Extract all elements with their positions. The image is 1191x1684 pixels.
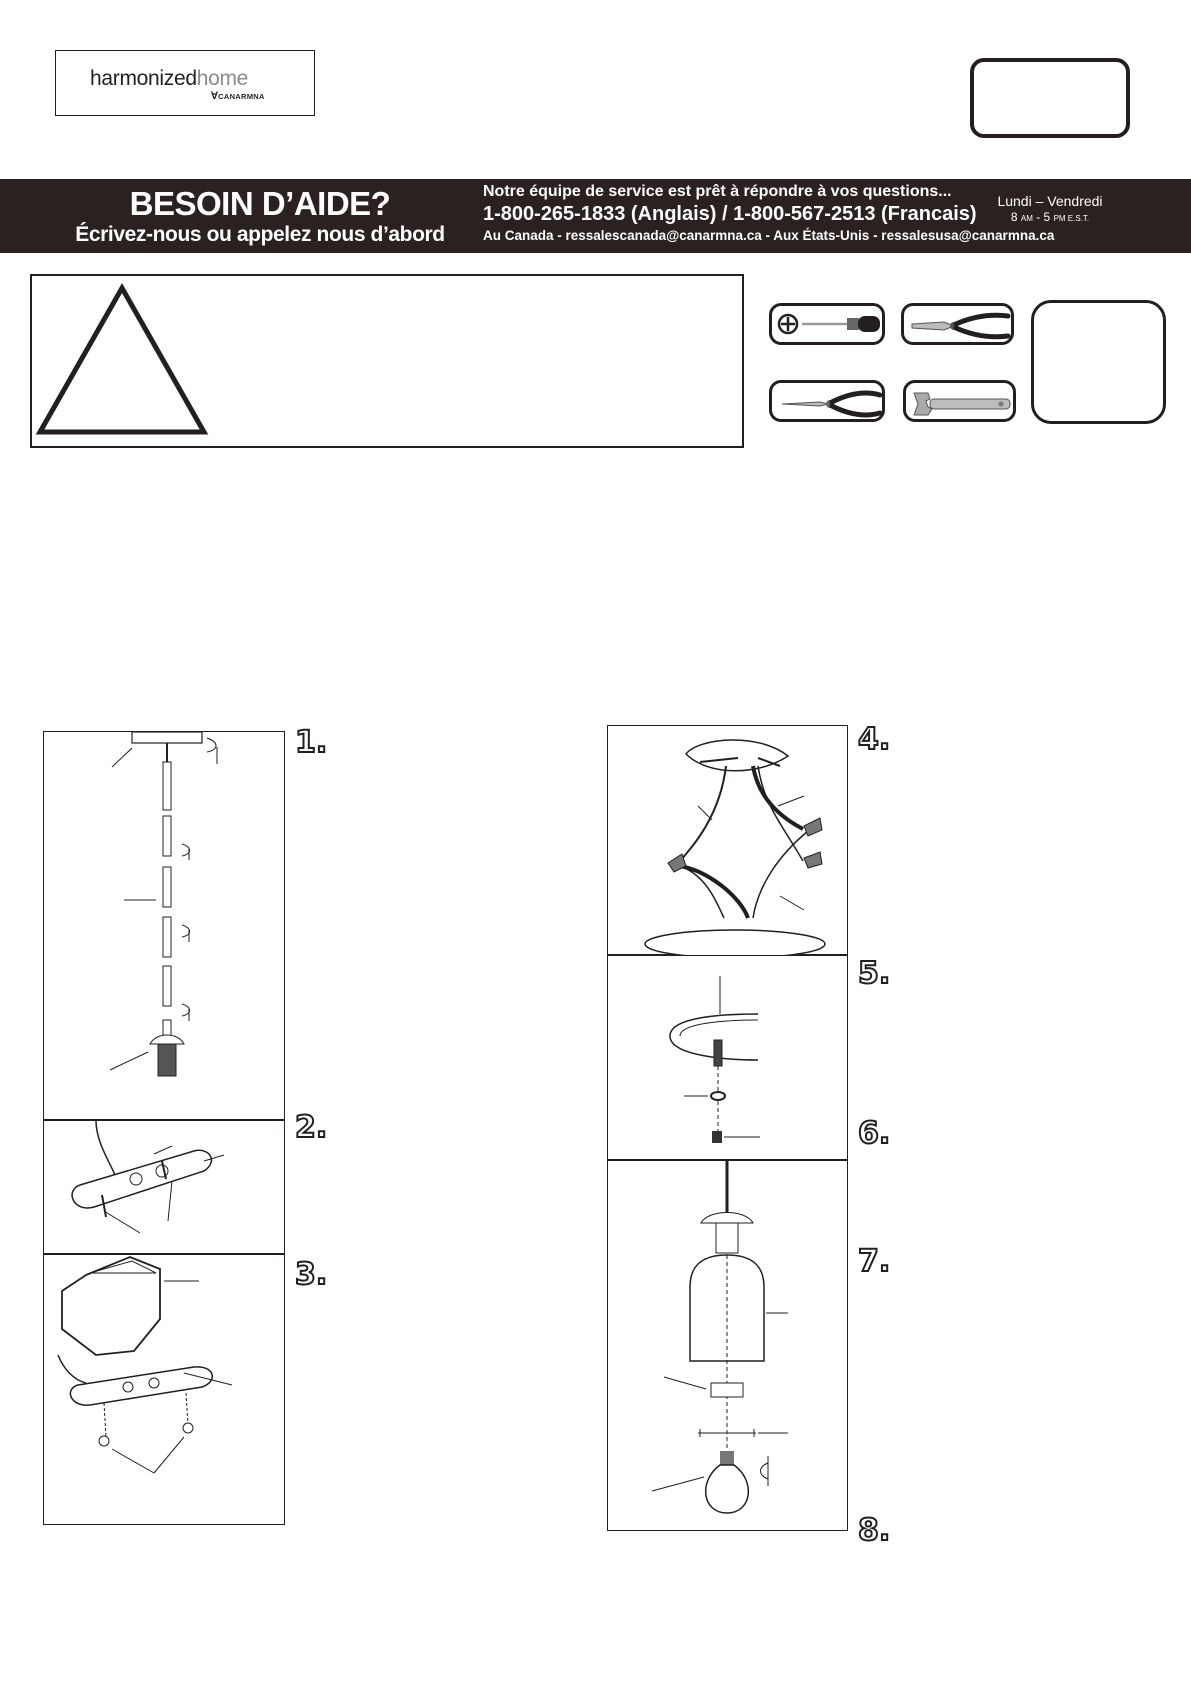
wire-stripper-icon: [904, 306, 1017, 348]
junction-box-mount-illustration: [44, 1255, 286, 1526]
step-number: 7.: [858, 1244, 891, 1279]
tool-wire-stripper: [901, 303, 1014, 345]
help-hours: 8 AM - 5 PM E.S.T.: [1010, 210, 1090, 224]
adjustable-wrench-icon: [906, 383, 1019, 425]
step-5-6-panel: [607, 955, 848, 1160]
warning-triangle-icon: [32, 276, 746, 450]
step-4-panel: [607, 725, 848, 955]
help-emails: Au Canada - ressalescanada@canarmna.ca - Aux États-Unis - ressalesusa@canarmna.ca: [483, 228, 1055, 243]
wire-connection-illustration: [608, 726, 849, 956]
help-subtitle: Écrivez-nous ou appelez nous d’abord: [75, 223, 445, 246]
step-number: 2.: [295, 1110, 328, 1145]
step-number: 6.: [858, 1116, 891, 1151]
step-7-panel: [607, 1160, 848, 1531]
step-number: 8.: [858, 1513, 891, 1548]
model-number-box: [970, 58, 1130, 138]
brand-logo: [55, 50, 315, 116]
step-3-panel: [43, 1254, 285, 1525]
canopy-nut-illustration: [608, 956, 849, 1161]
tool-adjustable-wrench: [903, 380, 1016, 422]
help-banner: [0, 179, 1191, 253]
phillips-screwdriver-icon: [772, 306, 888, 348]
needle-nose-pliers-icon: [772, 383, 888, 425]
tools-note-box: [1031, 300, 1166, 424]
tool-screwdriver: [769, 303, 885, 345]
brand-wordmark: harmonizedhome: [90, 67, 249, 90]
help-title: BESOIN D’AIDE?: [129, 185, 391, 222]
step-number: 3.: [295, 1257, 328, 1292]
step-number: 4.: [858, 722, 891, 757]
help-phone-numbers: 1-800-265-1833 (Anglais) / 1-800-567-2513 (Francais): [483, 203, 977, 225]
shade-and-bulb-illustration: [608, 1161, 849, 1532]
help-service-text: Notre équipe de service est prêt à répondre à vos questions...: [483, 183, 952, 200]
canarmna-logo-icon: ∀: [211, 91, 219, 102]
help-days: Lundi – Vendredi: [997, 193, 1103, 209]
mounting-bar-illustration: [44, 1121, 286, 1255]
tool-needle-nose-pliers: [769, 380, 885, 422]
step-1-panel: [43, 731, 285, 1120]
step-number: 1.: [295, 725, 328, 760]
warning-box: [30, 274, 744, 448]
pendant-cord-assembly-illustration: [44, 732, 286, 1121]
step-number: 5.: [858, 956, 891, 991]
step-2-panel: [43, 1120, 285, 1254]
brand-sub-mark: ∀CANARMNA: [211, 91, 265, 102]
